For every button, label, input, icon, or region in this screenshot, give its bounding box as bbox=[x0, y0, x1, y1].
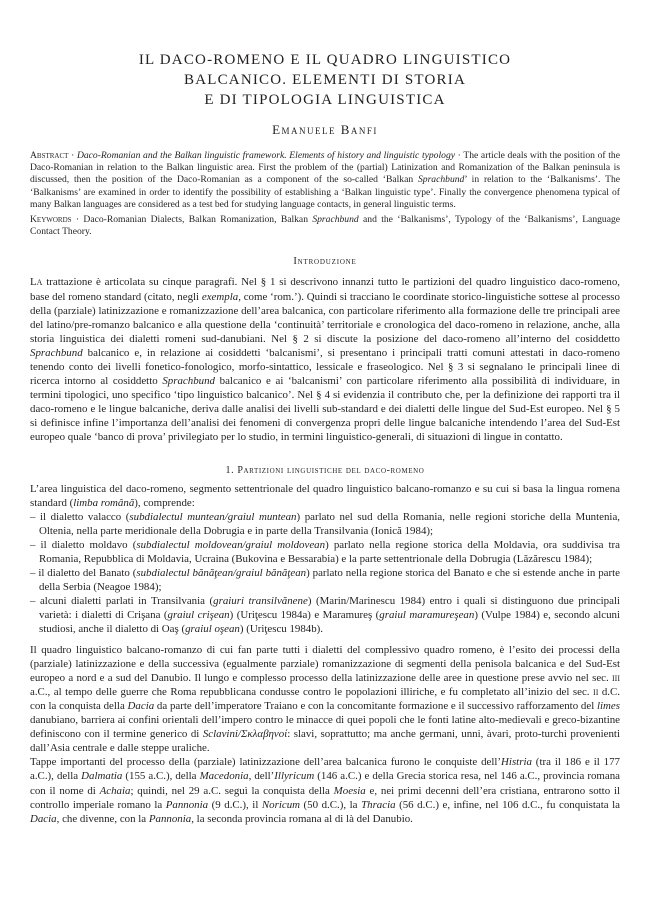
list-item-text: ) (Uriţescu 1984a) e Maramureş ( bbox=[229, 609, 380, 622]
section-term: Noricum bbox=[261, 798, 301, 811]
intro-text: balcanico e ai ‘balcanismi’ con particolare riferimento alla possibilità di individuare, in termini tipologici, uno specifico ‘tipo linguistico balcanico’. Nel § 4 si evidenzia il contributo che, per la definizione dei rapporti tra il daco-romeno e le lingue balcaniche, deriva dalle analisi dei livelli sub-standard e dei dialetti delle lingue del Sud-Est europeo. Nel § 5 si definisce infine l’importanza dell’analisi dei fenomeni di convergenza propri delle lingue balcaniche intendendo l’area del Sud-Est europeo quale ‘banco di prova’ privilegiato per lo studio, in termini linguistico-generali, di situazioni di lingue in contatto. bbox=[30, 375, 620, 444]
list-item bbox=[30, 594, 620, 636]
list-item bbox=[30, 538, 620, 566]
intro-term: Sprachbund bbox=[162, 375, 215, 388]
list-item-text: – il dialetto valacco ( bbox=[30, 510, 130, 523]
section-text: (tra il 186 e il 177 a.C.), della bbox=[30, 756, 620, 783]
list-item bbox=[30, 510, 620, 538]
dialect-list bbox=[30, 510, 620, 637]
section-1-heading: 1. Partizioni linguistiche del daco-romeno bbox=[225, 464, 425, 476]
list-item-term: graiul crişean bbox=[167, 609, 230, 622]
section-term: Pannonia bbox=[165, 798, 209, 811]
list-item-term: subdialectul moldovean/graiul moldovean bbox=[136, 538, 326, 551]
list-item-term: subdialectul bănăţean/graiul bănăţean bbox=[136, 567, 307, 580]
section-term: limba română bbox=[73, 496, 135, 509]
abstract-text: ’ in relation to the ‘Balkanisms’. The ‘Balkanisms’ are examined in order to identify the possibility of establishing a ‘Balkan linguistic type’. Finally the convergence phenomena typical of many Balkan languages are considered as a test bed for studying language contacts, in general linguistic terms. bbox=[30, 174, 621, 210]
list-item-term: subdialectul muntean/graiul muntean bbox=[129, 510, 297, 523]
section-text: , dell’ bbox=[248, 770, 275, 783]
section-term: Dacia bbox=[127, 699, 155, 712]
list-item-text: – il dialetto moldavo ( bbox=[30, 538, 137, 551]
intro-text: , come ‘rom.’). Quindi si tracciano le coordinate storico-linguistiche sottese al processo della (parziale) latinizzazione e romanizzazione dell’area balcanica, con particolare riferimento alla formazione delle tre principali aree del latino/pre-romanzo balcanico e alla questione della ‘continuità’ territoriale e cronologica del daco-romeno in relazione, anche, alla storia linguistica dei dialetti romeni sud-danubiani. Nel § 2 si discute la posizione del daco-romeno all’interno del cosiddetto bbox=[30, 290, 620, 345]
keywords bbox=[30, 214, 620, 238]
list-item-text: ) parlato nella regione storica della Moldavia, ora suddivisa tra Romania, Repubblica di Moldavia, Ucraina (Bukovina e Bessarabia) e la parte settentrionale della Dobrugia (Lăzărescu 1984); bbox=[39, 538, 620, 566]
abstract-label: Abstract · bbox=[30, 150, 77, 161]
roman-numeral: ii bbox=[593, 685, 599, 698]
list-item-text: – il dialetto del Banato ( bbox=[30, 567, 137, 580]
abstract-term: Sprachbund bbox=[417, 174, 465, 186]
section-1-paragraph bbox=[30, 482, 620, 510]
section-term: Dalmatia bbox=[81, 770, 123, 783]
section-text: danubiano, barriera ai confini orientali dell’impero contro le minacce di quei popoli che le fonti latine alto-medievali e greco-bizantine definiscono con il termine generico di bbox=[30, 714, 620, 741]
section-term: Moesia bbox=[333, 784, 366, 797]
abstract-title: Daco-Romanian and the Balkan linguistic framework. Elements of history and linguistic typology bbox=[76, 150, 456, 161]
list-item-text: ) (Uriţescu 1984b). bbox=[239, 623, 324, 636]
keywords-label: Keywords · bbox=[30, 214, 84, 226]
title-line-1: IL DACO-ROMENO E IL QUADRO LINGUISTICO bbox=[138, 52, 512, 68]
section-text: d.C. con la conquista della bbox=[30, 685, 620, 712]
list-item-term: graiul maramureşean bbox=[379, 609, 475, 622]
section-text: ; quindi, nel 29 a.C. seguì la conquista della bbox=[130, 784, 334, 797]
section-term: Histria bbox=[501, 756, 532, 769]
abstract bbox=[30, 150, 620, 211]
section-text: (146 a.C.) e della Grecia storica resa, nel 146 a.C., provincia romana con il nome di bbox=[30, 770, 620, 797]
list-item-term: graiul oşean bbox=[185, 623, 240, 636]
section-text: e, nei primi decenni dell’era cristiana, entrarono sotto il controllo imperiale romano la bbox=[30, 784, 620, 811]
section-text: Tappe importanti del processo della (parziale) latinizzazione dell’area balcanica furono le conquiste dell’ bbox=[30, 756, 502, 769]
section-text: : slavi, soprattutto; ma anche germani, unni, àvari, proto-turchi provenienti dall’Asia centrale e dalle steppe uraliche. bbox=[30, 728, 620, 755]
section-1-paragraph bbox=[30, 755, 620, 825]
list-item-term: graiuri transilvănene bbox=[213, 595, 308, 608]
intro-term: exempla bbox=[201, 290, 239, 303]
roman-numeral: iii bbox=[612, 671, 620, 684]
keywords-text: Daco-Romanian Dialects, Balkan Romanization, Balkan bbox=[83, 214, 313, 226]
section-text: (9 d.C.), il bbox=[208, 798, 262, 811]
section-text: , la seconda provincia romana al di là del Danubio. bbox=[191, 812, 413, 825]
section-text: a.C., al tempo delle guerre che Roma repubblicana condusse contro le popolazioni illiriche, e fu completato all’inizio del sec. bbox=[30, 685, 594, 698]
keywords-term: Sprachbund bbox=[312, 214, 359, 226]
section-text: , che divenne, con la bbox=[56, 812, 149, 825]
list-item-text: ) (Vulpe 1984) e, secondo alcuni studiosi, anche il dialetto di Oaş ( bbox=[39, 609, 620, 636]
section-1-paragraph bbox=[30, 643, 620, 756]
list-item-text: ) (Marin/Marinescu 1984) entro i quali si distinguono due principali varietà: i dialetti di Crişana ( bbox=[39, 595, 621, 622]
section-text: ), comprende: bbox=[134, 496, 195, 509]
keywords-text: and the ‘Balkanisms’, Typology of the ‘Balkanisms’, Language Contact Theory. bbox=[30, 214, 621, 238]
intro-paragraph bbox=[30, 275, 620, 444]
intro-text: trattazione è articolata su cinque paragrafi. Nel § 1 si descrivono innanzi tutto le partizioni del quadro linguistico daco-romeno, base del romeno standard (citato, negli bbox=[30, 276, 620, 303]
section-term: Illyricum bbox=[274, 770, 315, 783]
section-text: L’area linguistica del daco-romeno, segmento settentrionale del quadro linguistico balcano-romanzo e su cui si basa la lingua romena standard ( bbox=[30, 482, 620, 509]
section-term: Macedonia bbox=[199, 770, 249, 783]
title-line-3: E DI TIPOLOGIA LINGUISTICA bbox=[204, 92, 446, 108]
section-term: Thracia bbox=[361, 798, 396, 811]
section-text: (56 d.C.) e, infine, nel 106 d.C., fu conquistata la bbox=[395, 798, 620, 811]
section-term: Dacia bbox=[30, 812, 57, 825]
intro-term: Sprachbund bbox=[30, 346, 83, 359]
section-text: (50 d.C.), la bbox=[300, 798, 362, 811]
author-name: Emanuele Banfi bbox=[272, 122, 378, 137]
abstract-separator: · bbox=[455, 150, 464, 161]
intro-dropcap: La bbox=[30, 276, 43, 289]
abstract-text: The article deals with the position of the Daco-Romanian in relation to the Balkan linguistic area. First the problem of the (partial) Latinization and Romanization of the Balkan peninsula is discussed, then the position of the Daco-Romanian as a component of the so-called ‘Balkan bbox=[30, 150, 620, 186]
article-title bbox=[30, 50, 620, 110]
section-text: Il quadro linguistico balcano-romanzo di cui fan parte tutti i dialetti del complessivo quadro romeno, è l’esito dei processi della (parziale) latinizzazione e della successiva (egualmente parziale) romanizzazione di segmenti della penisola balcanica e del Sud-Est europeo a nord e a sud del Danubio. Il lungo e complesso processo della latinizzazione delle aree in questione prese avvio nel sec. bbox=[30, 643, 620, 684]
section-term: Sclavini/Σκλαβηνοί bbox=[202, 728, 288, 741]
section-text: (155 a.C.), della bbox=[122, 770, 200, 783]
list-item-text: – alcuni dialetti parlati in Transilvania ( bbox=[30, 595, 214, 608]
section-text: da parte dell’imperatore Traiano e con la concomitante formazione e il successivo rafforzamento del bbox=[154, 699, 597, 712]
list-item bbox=[30, 566, 620, 594]
list-item-text: ) parlato nella regione storica del Banato e che si estende anche in parte della Serbia (Neagoe 1984); bbox=[39, 567, 620, 594]
intro-text: balcanico e, in relazione ai cosiddetti ‘balcanismi’, si presentano i principali tratti comuni attestati in daco-romeno tenendo conto dei livelli fonetico-fonologico, morfo-sintattico, lessicale e fraseologico. Nel § 3 si segnalano le principali linee di ricerca intorno al cosiddetto bbox=[30, 346, 620, 388]
intro-heading: Introduzione bbox=[293, 256, 357, 268]
title-line-2: BALCANICO. ELEMENTI DI STORIA bbox=[183, 72, 466, 88]
list-item-text: ) parlato nel sud della Romania, nelle regioni storiche della Muntenia, Oltenia, nella parte meridionale della Dobrugia e in parte della Transilvania (Ionică 1984); bbox=[39, 510, 620, 537]
section-term: Achaia bbox=[99, 784, 131, 797]
section-term: Pannonia bbox=[148, 812, 192, 825]
section-term: limes bbox=[596, 699, 620, 712]
